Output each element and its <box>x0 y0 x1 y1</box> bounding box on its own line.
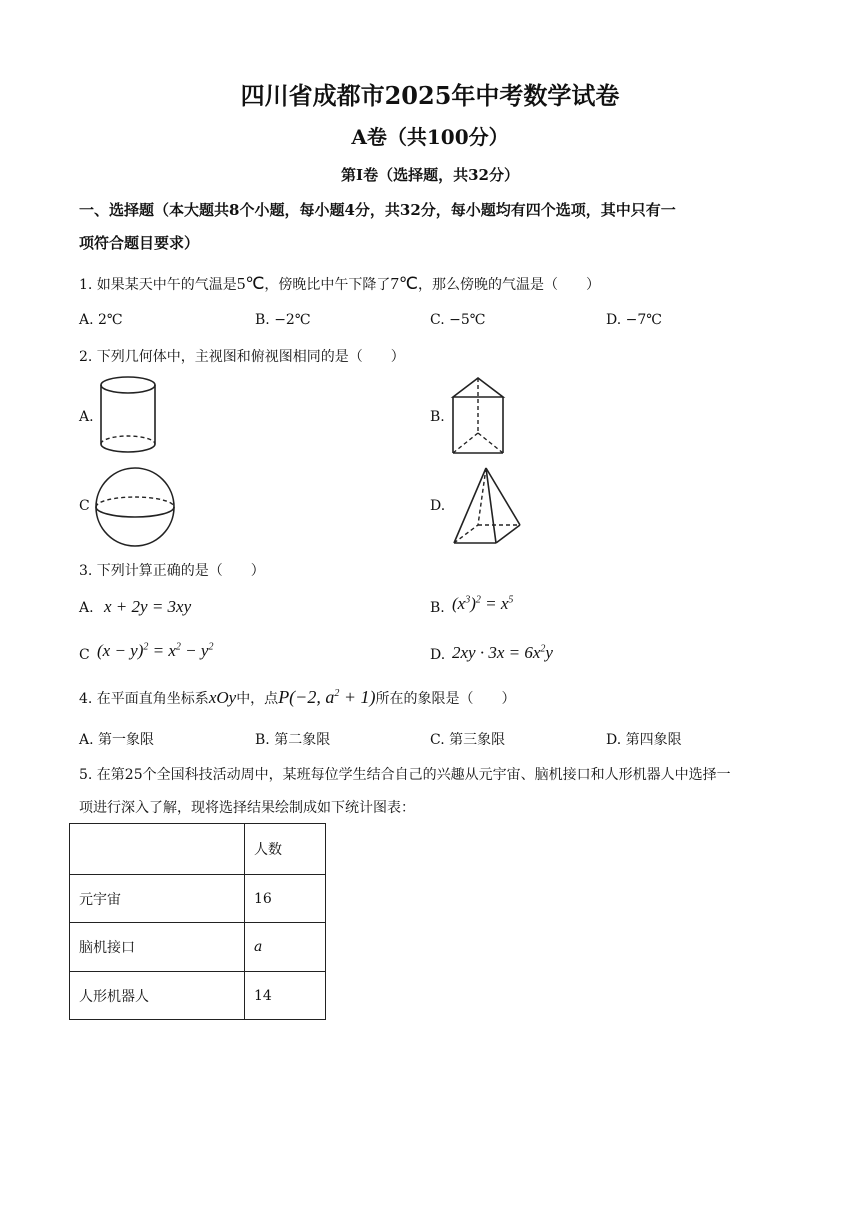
q1-option-a: A. 2℃ <box>79 312 123 328</box>
q3-label-c: C <box>79 647 90 663</box>
q2-label-a: A. <box>79 409 94 425</box>
q1-temp-drop: 7℃ <box>390 274 418 293</box>
q2-label-d: D. <box>430 498 446 514</box>
table-cell: 脑机接口 <box>70 923 245 972</box>
q3-option-c: $(x - y)^2 = x^2 - y^2$ <box>97 641 214 660</box>
q4-option-c: C. 第三象限 <box>430 732 506 748</box>
table-cell: 元宇宙 <box>70 875 245 923</box>
q3-label-b: B. <box>430 600 445 616</box>
q1-temp-noon: 5℃ <box>236 274 265 293</box>
paper-subtitle: A卷（共100分） <box>351 125 509 149</box>
q1-option-c: C. −5℃ <box>430 312 486 328</box>
q1-option-d: D. −7℃ <box>606 312 662 328</box>
q1-option-b: B. −2℃ <box>255 312 311 328</box>
q1-text-c: ，那么傍晚的气温是（ ） <box>418 277 600 293</box>
part-heading: 第Ⅰ卷（选择题，共32分） <box>341 166 519 184</box>
cylinder-figure <box>98 375 162 457</box>
section-heading-line1: 一、选择题（本大题共8个小题，每小题4分，共32分，每小题均有四个选项，其中只有一 <box>79 201 676 219</box>
table-cell: a <box>245 923 326 972</box>
table-header-row <box>70 824 326 875</box>
question-5-line1: 5. 在第25个全国科技活动周中，某班每位学生结合自己的兴趣从元宇宙、脑机接口和人形机器人中选择一 <box>79 767 731 783</box>
q3-option-d: $2xy \cdot 3x = 6x^2y$ <box>452 643 553 662</box>
q4-coord-system: xOy <box>208 688 237 707</box>
q3-option-b: $(x^3)^2 = x^5$ <box>452 594 514 613</box>
q4-option-b: B. 第二象限 <box>255 732 331 748</box>
q4-point: P(−2, $a^2 + 1$) <box>278 687 376 707</box>
question-1 <box>79 274 600 294</box>
exam-title: 四川省成都市2025年中考数学试卷 <box>240 81 620 110</box>
q2-label-b: B. <box>430 409 445 425</box>
q1-text-a: 1. 如果某天中午的气温是 <box>79 277 237 293</box>
table-row <box>70 923 326 972</box>
section-heading-line2: 项符合题目要求） <box>79 234 200 252</box>
pyramid-figure <box>450 465 524 549</box>
q3-label-d: D. <box>430 647 446 663</box>
sphere-figure <box>93 465 177 549</box>
question-5-line2: 项进行深入了解，现将选择结果绘制成如下统计图表： <box>79 800 415 816</box>
q4-option-a: A. 第一象限 <box>79 732 155 748</box>
table-cell: 16 <box>245 875 326 923</box>
question-4: 4. 在平面直角坐标系xOy中，点P(−2, $a^2 + 1$)所在的象限是（ ） <box>79 687 516 707</box>
table-cell: 14 <box>245 972 326 1020</box>
table-row <box>70 875 326 923</box>
table-row <box>70 972 326 1020</box>
table-header-cell: 人数 <box>245 824 326 875</box>
q2-label-c: C <box>79 498 90 514</box>
table-header-cell <box>70 824 245 875</box>
survey-table <box>69 823 326 1020</box>
q3-label-a: A. <box>79 600 94 616</box>
table-cell: 人形机器人 <box>70 972 245 1020</box>
q1-text-b: ，傍晚比中午下降了 <box>264 277 391 293</box>
q3-option-a: x + 2y = 3xy <box>104 597 192 616</box>
q4-option-d: D. 第四象限 <box>606 732 682 748</box>
triangular-prism-figure <box>448 375 508 457</box>
question-2: 2. 下列几何体中，主视图和俯视图相同的是（ ） <box>79 349 405 365</box>
question-3: 3. 下列计算正确的是（ ） <box>79 563 265 579</box>
